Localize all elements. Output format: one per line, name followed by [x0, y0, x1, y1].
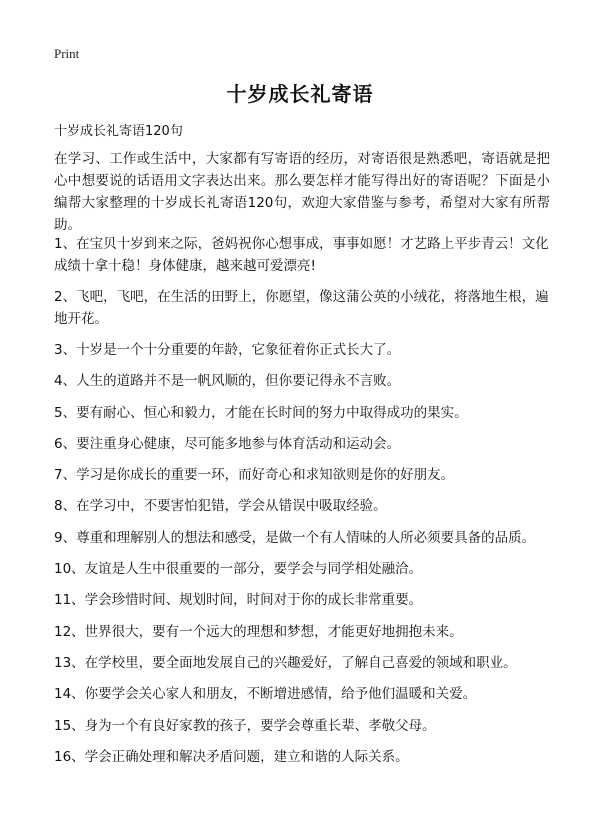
list-item: 14、你要学会关心家人和朋友，不断增进感情，给予他们温暖和关爱。: [54, 686, 477, 703]
intro-paragraph: 在学习、工作或生活中，大家都有写寄语的经历，对寄语很是熟悉吧，寄语就是把心中想要说的话语用文字表达出来。那么要怎样才能写得出好的寄语呢？下面是小编帮大家整理的十岁成长礼寄语120句，欢迎大家借鉴与参考，希望对大家有所帮助。: [54, 151, 550, 233]
list-item: 8、在学习中，不要害怕犯错，学会从错误中吸取经验。: [54, 498, 387, 515]
page-title: 十岁成长礼寄语: [226, 82, 374, 106]
list-item: 16、学会正确处理和解决矛盾问题，建立和谐的人际关系。: [54, 748, 409, 765]
list-item: 6、要注重身心健康，尽可能多地参与体育活动和运动会。: [54, 435, 401, 452]
list-item: 5、要有耐心、恒心和毅力，才能在长时间的努力中取得成功的果实。: [54, 404, 468, 421]
list-item: 2、飞吧，飞吧，在生活的田野上，你愿望，像这蒲公英的小绒花，将落地生根，遍地开花。: [54, 289, 549, 327]
list-item: 13、在学校里，要全面地发展自己的兴趣爱好，了解自己喜爱的领域和职业。: [54, 654, 517, 671]
list-item: 15、身为一个有良好家教的孩子，要学会尊重长辈、孝敬父母。: [54, 717, 436, 734]
list-item: 11、学会珍惜时间、规划时间，时间对于你的成长非常重要。: [54, 592, 423, 609]
list-item: 7、学习是你成长的重要一环，而好奇心和求知欲则是你的好朋友。: [54, 467, 455, 484]
list-item: 4、人生的道路并不是一帆风顺的，但你要记得永不言败。: [54, 373, 401, 390]
list-item: 1、在宝贝十岁到来之际，爸妈祝你心想事成，事事如愿！才艺路上平步青云！文化成绩十拿十稳！身体健康，越来越可爱漂亮!: [54, 236, 549, 274]
list-item: 3、十岁是一个十分重要的年龄，它象征着你正式长大了。: [54, 342, 401, 358]
list-item: 12、世界很大，要有一个远大的理想和梦想，才能更好地拥抱未来。: [54, 623, 463, 640]
page-subtitle: 十岁成长礼寄语120句: [54, 124, 183, 139]
blessing-list: [54, 233, 554, 777]
print-link[interactable]: Print: [54, 46, 80, 61]
list-item: 10、友谊是人生中很重要的一部分，要学会与同学相处融洽。: [54, 561, 423, 578]
list-item: 9、尊重和理解别人的想法和感受，是做一个有人情味的人所必须要具备的品质。: [54, 529, 536, 546]
